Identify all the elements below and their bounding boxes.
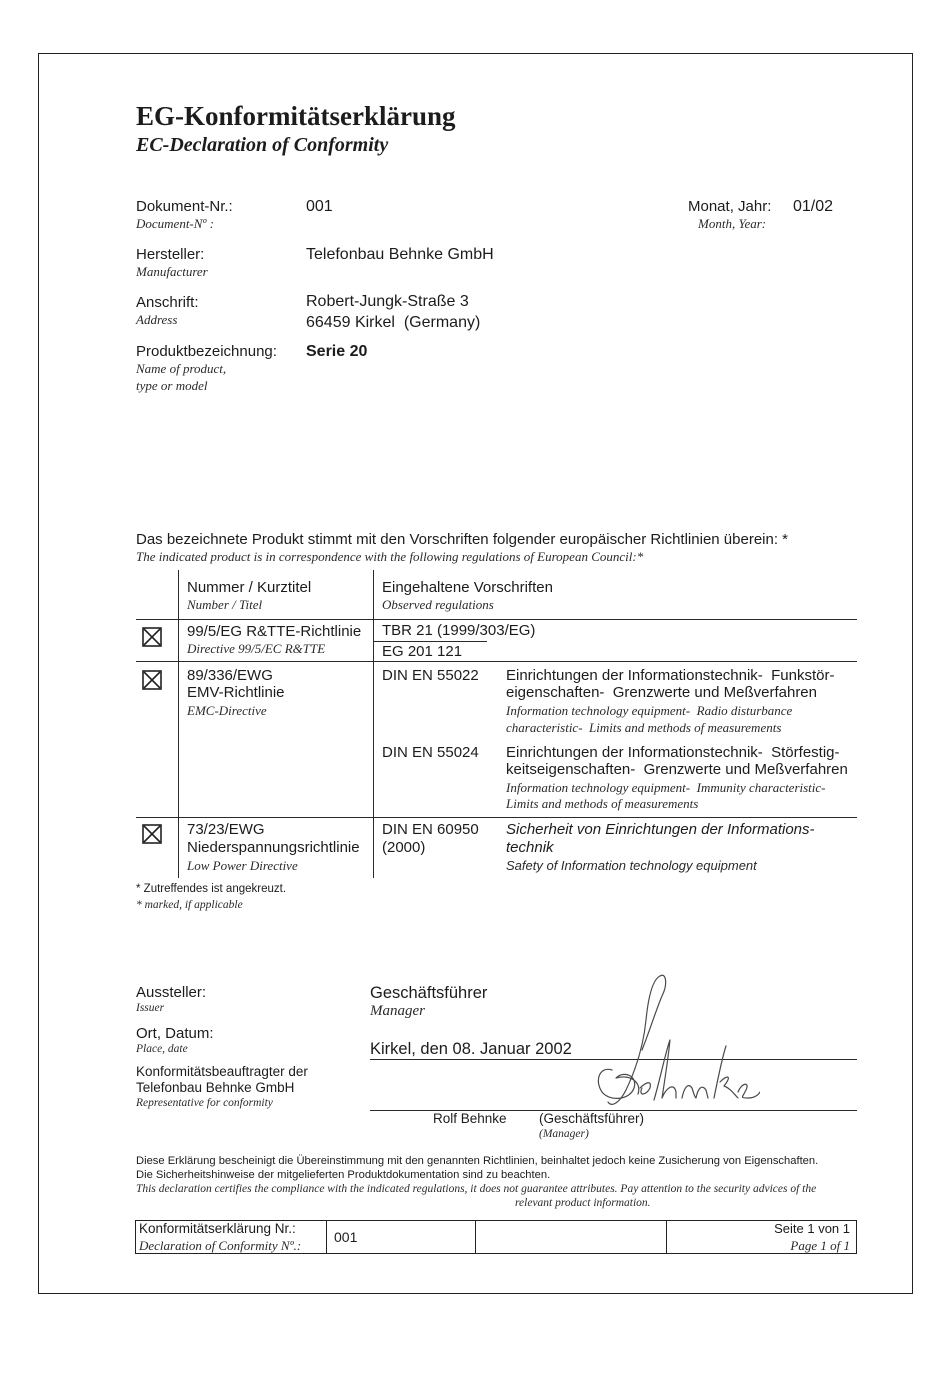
table-divider-row-1 <box>136 661 857 662</box>
row-2-regulation-1-desc-en-2: characteristic- Limits and methods of measurements <box>506 720 782 735</box>
checkbox-checked-icon <box>142 627 162 647</box>
table-header-number-en: Number / Titel <box>187 597 263 612</box>
table-header-regulations-en: Observed regulations <box>382 597 494 612</box>
disclaimer-en-2: relevant product information. <box>515 1197 651 1209</box>
place-date-value: Kirkel, den 08. Januar 2002 <box>370 1040 572 1058</box>
row-3-number-line-1: 73/23/EWG <box>187 821 265 838</box>
footer-declaration-number: 001 <box>334 1229 358 1245</box>
footer-declaration-label: Konformitätserklärung Nr.: <box>139 1221 296 1236</box>
signatory-role: (Geschäftsführer) <box>539 1111 645 1126</box>
manufacturer-value: Telefonbau Behnke GmbH <box>306 246 494 263</box>
disclaimer-en-1: This declaration certifies the compliance with the indicated regulations, it does not guarantee attributes. Pay attention to the security advices of the <box>136 1183 817 1195</box>
disclaimer-de-1: Diese Erklärung bescheinigt die Übereinstimmung mit den genannten Richtlinien, beinhaltet jedoch keine Zusicherung von Eigenschaften. <box>136 1155 819 1167</box>
address-label: Anschrift: <box>136 294 199 311</box>
issuer-label: Aussteller: <box>136 984 207 1001</box>
product-label: Produktbezeichnung: <box>136 343 277 360</box>
checkbox-checked-icon <box>142 670 162 690</box>
statement-de: Das bezeichnete Produkt stimmt mit den Vorschriften folgender europäischer Richtlinien überein: * <box>136 531 789 548</box>
row-3-number-en: Low Power Directive <box>187 858 298 873</box>
table-divider-header <box>136 619 857 620</box>
representative-label-en: Representative for conformity <box>136 1097 273 1109</box>
row-2-regulation-2-desc-de-2: keitseigenschaften- Grenzwerte und Meßverfahren <box>506 761 848 778</box>
signatory-role-en: (Manager) <box>539 1128 589 1140</box>
row-1-regulation-2: EG 201 121 <box>382 643 463 660</box>
row-3-regulation-desc-de-1: Sicherheit von Einrichtungen der Informations- <box>506 821 815 838</box>
row-2-regulation-1-desc-de-1: Einrichtungen der Informationstechnik- Funkstör- <box>506 667 835 684</box>
row-2-number-line-2: EMV-Richtlinie <box>187 684 285 701</box>
document-title: EG-Konformitätserklärung <box>136 101 456 131</box>
document-subtitle: EC-Declaration of Conformity <box>136 134 389 156</box>
row-1-number: 99/5/EG R&TTE-Richtlinie <box>187 623 362 640</box>
month-year-value: 01/02 <box>793 198 834 215</box>
row-2-regulation-2-desc-en-1: Information technology equipment- Immunity characteristic- <box>506 780 826 795</box>
document-no-value: 001 <box>306 198 333 215</box>
table-divider-vertical-2 <box>373 570 374 878</box>
issuer-value-en: Manager <box>370 1003 425 1019</box>
table-header-number: Nummer / Kurztitel <box>187 579 312 596</box>
representative-label-1: Konformitätsbeauftragter der <box>136 1064 308 1079</box>
row-3-regulation-code-1: DIN EN 60950 <box>382 821 479 838</box>
row-3-number-line-2: Niederspannungsrichtlinie <box>187 839 360 856</box>
document-no-label-en: Document-Nº : <box>136 216 215 231</box>
row-2-regulation-2-code: DIN EN 55024 <box>382 744 479 761</box>
address-label-en: Address <box>136 312 178 327</box>
address-line-2: 66459 Kirkel (Germany) <box>306 314 481 331</box>
row-2-number-line-1: 89/336/EWG <box>187 667 273 684</box>
place-date-label-en: Place, date <box>136 1043 188 1055</box>
month-year-label-en: Month, Year: <box>698 216 767 231</box>
issuer-label-en: Issuer <box>136 1002 165 1014</box>
disclaimer-de-2: Die Sicherheitshinweise der mitgelieferten Produktdokumentation sind zu beachten. <box>136 1169 551 1181</box>
row-1-regulation-1: TBR 21 (1999/303/EG) <box>382 622 536 639</box>
footnote-de: * Zutreffendes ist angekreuzt. <box>136 883 287 895</box>
statement-en: The indicated product is in correspondence with the following regulations of European Council:* <box>136 549 644 564</box>
signatory-name: Rolf Behnke <box>433 1111 507 1126</box>
place-date-label: Ort, Datum: <box>136 1025 214 1042</box>
footer-page-number-en: Page 1 of 1 <box>790 1238 850 1253</box>
address-line-1: Robert-Jungk-Straße 3 <box>306 293 469 310</box>
footer-page-number: Seite 1 von 1 <box>774 1221 850 1236</box>
footer-divider-1 <box>326 1221 327 1253</box>
row-3-regulation-desc-en: Safety of Information technology equipment <box>506 858 757 873</box>
row-3-regulation-desc-de-2: technik <box>506 839 554 856</box>
row-3-regulation-code-2: (2000) <box>382 839 426 856</box>
row-2-regulation-1-desc-de-2: eigenschaften- Grenzwerte und Meßverfahren <box>506 684 817 701</box>
row-2-regulation-1-code: DIN EN 55022 <box>382 667 479 684</box>
product-label-en-1: Name of product, <box>136 361 227 376</box>
table-header-regulations: Eingehaltene Vorschriften <box>382 579 553 596</box>
manufacturer-label: Hersteller: <box>136 246 205 263</box>
document-no-label: Dokument-Nr.: <box>136 198 233 215</box>
row-2-regulation-2-desc-en-2: Limits and methods of measurements <box>506 796 699 811</box>
row-2-regulation-2-desc-de-1: Einrichtungen der Informationstechnik- Störfestig- <box>506 744 840 761</box>
product-label-en-2: type or model <box>136 378 208 393</box>
footer-divider-2 <box>475 1221 476 1253</box>
footnote-en: * marked, if applicable <box>136 899 243 911</box>
row-2-number-en: EMC-Directive <box>187 703 267 718</box>
footer-declaration-label-en: Declaration of Conformity Nº.: <box>139 1238 302 1253</box>
row-2-regulation-1-desc-en-1: Information technology equipment- Radio disturbance <box>506 703 793 718</box>
signature-image <box>590 970 760 1120</box>
representative-label-2: Telefonbau Behnke GmbH <box>136 1080 295 1095</box>
row-1-number-en: Directive 99/5/EC R&TTE <box>187 641 326 656</box>
manufacturer-label-en: Manufacturer <box>136 264 208 279</box>
table-divider-row-2 <box>136 817 857 818</box>
product-value: Serie 20 <box>306 343 368 360</box>
table-divider-vertical-1 <box>178 570 179 878</box>
table-divider-sub <box>373 641 487 642</box>
checkbox-checked-icon <box>142 824 162 844</box>
footer-divider-3 <box>666 1221 667 1253</box>
month-year-label: Monat, Jahr: <box>688 198 772 215</box>
issuer-value: Geschäftsführer <box>370 984 488 1002</box>
